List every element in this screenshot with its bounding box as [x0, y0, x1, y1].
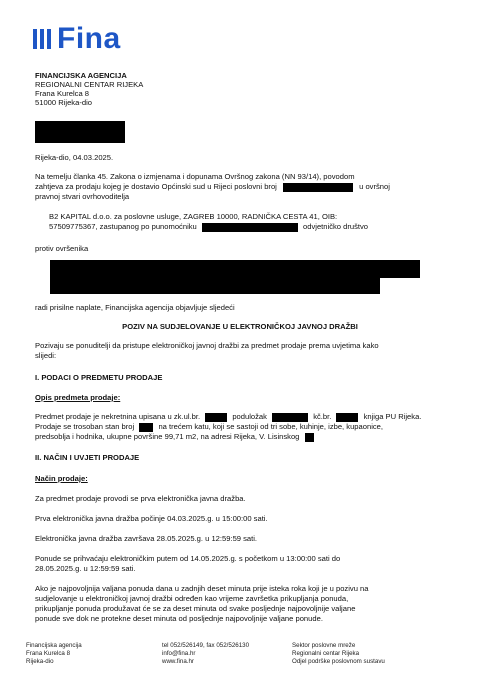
intro-line-1: Na temelju članka 45. Zakona o izmjenama i dopunama Ovršnog zakona (NN 93/14), povodom [35, 172, 355, 181]
sender-name: FINANCIJSKA AGENCIJA [35, 71, 127, 80]
footer-sector: Sektor poslovne mreže [292, 642, 356, 649]
auction-end-line: Elektronička javna dražba završava 28.05.2025.g. u 12:59:59 sati. [35, 534, 258, 543]
footer-street: Frana Kurelca 8 [26, 650, 71, 657]
footer-department [292, 642, 385, 666]
section-2-subheading: Način prodaje: [35, 474, 88, 483]
footer-department-name: Odjel podrške poslovnom sustavu [292, 658, 385, 665]
footer-address [26, 642, 82, 666]
auction-start-line: Prva elektronička javna dražba počinje 04.03.2025.g. u 15:00:00 sati. [35, 514, 268, 523]
footer-phone: tel 052/526149, fax 052/526130 [162, 642, 250, 649]
house-number-redaction [305, 433, 314, 442]
extension-line-2: sudjelovanje u elektroničkoj javnoj dražbi određen kao vrijeme završetka prikupljanja ponuda, [35, 594, 349, 603]
publish-line: radi prisilne naplate, Financijska agencija objavljuje sljedeći [35, 303, 235, 312]
debtor-redaction-2 [50, 278, 380, 294]
property-line-2-tail: na trećem katu, koji se sastoji od tri sobe, kuhinje, izbe, kupaonice, [158, 422, 384, 431]
land-register-redaction [205, 413, 227, 422]
invite-line-1: Pozivaju se ponuditelji da pristupe elektroničkoj javnoj dražbi za predmet prodaje prema uvjetima kako [35, 341, 379, 350]
intro-line-2-text: zahtjeva za prodaju kojeg je dostavio Općinski sud u Rijeci poslovni broj [35, 182, 277, 191]
section-1-subheading: Opis predmeta prodaje: [35, 393, 121, 402]
attorney-redaction [202, 223, 298, 232]
apartment-number-redaction [139, 423, 153, 432]
fina-logo [33, 24, 121, 54]
sender-street: Frana Kurelca 8 [35, 89, 90, 98]
property-line-3 [35, 432, 314, 442]
section-2-heading: II. NAČIN I UVJETI PRODAJE [35, 453, 140, 462]
debtor-redaction-1 [50, 260, 420, 278]
offers-line-2: 28.05.2025.g. u 12:59:59 sati. [35, 564, 136, 573]
footer-website: www.fina.hr [162, 658, 194, 665]
case-number-redaction [283, 183, 353, 192]
property-line-1-text: Predmet prodaje je nekretnina upisana u zk.ul.br. [35, 412, 201, 421]
against-line: protiv ovršenika [35, 244, 89, 253]
logo-wordmark: Fina [57, 22, 121, 55]
creditor-line-2 [49, 222, 368, 232]
offers-line-1: Ponude se prihvaćaju elektroničkim putem od 14.05.2025.g. s početkom u 13:00:00 sati do [35, 554, 341, 563]
invite-line-2: slijedi: [35, 351, 57, 360]
footer-email: info@fina.hr [162, 650, 196, 657]
parcel-redaction [336, 413, 358, 422]
property-line-3-text: predsoblja i hodnika, ukupne površine 99,71 m2, na adresi Rijeka, V. Lisinskog [35, 432, 300, 441]
footer-regional-center: Regionalni centar Rijeka [292, 650, 360, 657]
sender-city: 51000 Rijeka-dio [35, 98, 92, 107]
creditor-line-2-tail: odvjetničko društvo [303, 222, 369, 231]
date-line: Rijeka-dio, 04.03.2025. [35, 153, 114, 162]
property-line-2 [35, 422, 383, 432]
recipient-redaction [35, 121, 125, 143]
sale-method-line: Za predmet prodaje provodi se prva elektronička javna dražba. [35, 494, 246, 503]
intro-line-2 [35, 182, 390, 192]
main-title: POZIV NA SUDJELOVANJE U ELEKTRONIČKOJ JAVNOJ DRAŽBI [122, 322, 358, 331]
extension-line-3: prikupljanje ponuda produžavat će se za deset minuta od svake posljednje najpovoljnije valjane [35, 604, 356, 613]
footer-contact [162, 642, 249, 666]
footer-org: Financijska agencija [26, 642, 82, 649]
property-line-2-text: Prodaje se trosoban stan broj [35, 422, 135, 431]
extension-line-1: Ako je najpovoljnija valjana ponuda dana u zadnjih deset minuta prije isteka roka koji je u pozivu na [35, 584, 369, 593]
creditor-line-1: B2 KAPITAL d.o.o. za poslovne usluge, ZAGREB 10000, RADNIČKA CESTA 41, OIB: [49, 212, 338, 221]
logo-bars-icon [33, 29, 51, 49]
property-line-1 [35, 412, 421, 422]
property-line-1-book: knjiga PU Rijeka. [363, 412, 422, 421]
creditor-line-2-text: 57509775367, zastupanog po punomoćniku [49, 222, 197, 231]
intro-line-3: pravnoj stvari ovrhovoditelja [35, 192, 130, 201]
extension-line-4: ponude sve dok ne protekne deset minuta od posljednje najpovoljnije valjane ponude. [35, 614, 323, 623]
sub-insert-redaction [272, 413, 308, 422]
section-1-heading: I. PODACI O PREDMETU PRODAJE [35, 373, 163, 382]
property-line-1-sub: poduložak [232, 412, 267, 421]
intro-line-2-tail: u ovršnoj [359, 182, 390, 191]
property-line-1-parcel: kč.br. [313, 412, 332, 421]
footer-city: Rijeka-dio [26, 658, 54, 665]
sender-unit: REGIONALNI CENTAR RIJEKA [35, 80, 144, 89]
